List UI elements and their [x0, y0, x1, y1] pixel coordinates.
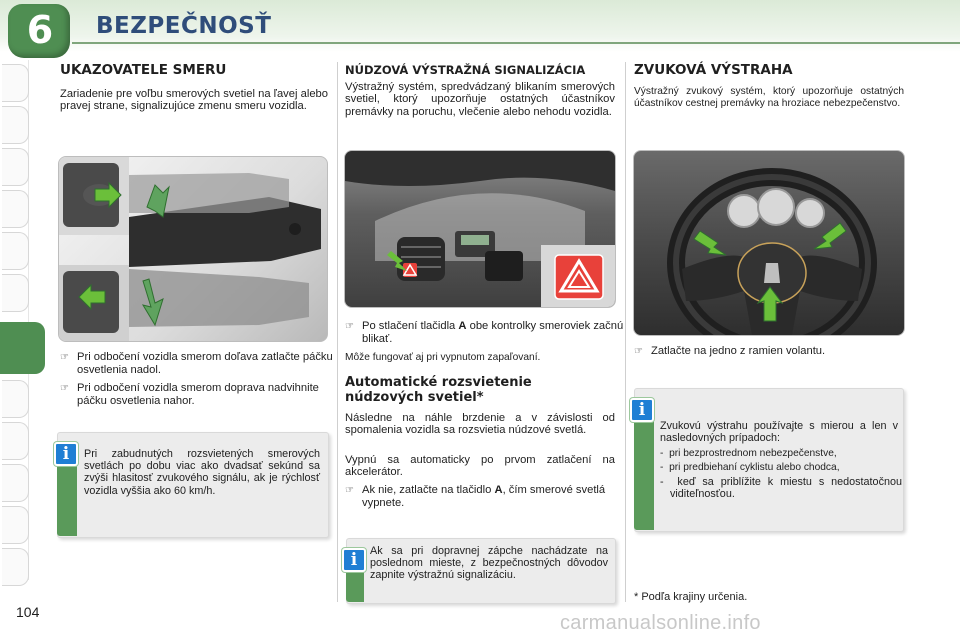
info-text-traffic-jam: Ak sa pri dopravnej zápche nachádzate na poslednom mieste, z bezpečnostných dôvodov zapnite výstražnú signalizáciu.	[370, 545, 608, 582]
hazard-intro: Výstražný systém, spredvádzaný blikaním smerových svetiel, ktorý upozorňuje ostatných účastníkov premávky na poruchu, vlečenie alebo nehodu vozidla.	[345, 81, 615, 118]
column-divider	[625, 62, 626, 602]
info-box-horn	[634, 388, 904, 532]
steering-wheel-photo	[633, 150, 905, 336]
pointing-hand-icon: ☞	[634, 346, 643, 357]
hazard-warning-icon	[555, 255, 603, 299]
bullet-right-turn	[60, 382, 343, 408]
green-arrow-right-icon	[814, 223, 846, 249]
info-list-item: - pri predbiehaní cyklistu alebo chodca,	[660, 462, 840, 473]
key-a-label: A	[458, 320, 467, 332]
footnote: * Podľa krajiny určenia.	[634, 591, 748, 603]
gauge-icons	[728, 189, 824, 227]
info-icon: i	[630, 398, 654, 422]
pointing-hand-icon: ☞	[60, 383, 69, 394]
side-tab-2[interactable]	[2, 106, 29, 144]
bullet-press-horn	[634, 345, 921, 358]
section-heading-turn-signals: UKAZOVATELE SMERU	[60, 62, 227, 78]
info-text-horn-intro: Zvukovú výstrahu používajte s mierou a len v nasledovných prípadoch:	[660, 420, 898, 445]
side-tab-11[interactable]	[2, 506, 29, 544]
side-tab-5[interactable]	[2, 232, 29, 270]
section-heading-auto-hazard: Automatické rozsvietenie núdzových svetiel*	[345, 375, 532, 405]
bullet-right-turn-text: Pri odbočení vozidla smerom doprava nadvihnite páčku osvetlenia nahor.	[77, 382, 319, 408]
bullet-left-turn	[60, 351, 343, 377]
pointing-hand-icon: ☞	[345, 321, 354, 332]
info-list-item-text: pri bezprostrednom nebezpečenstve,	[669, 448, 837, 459]
pointing-hand-icon: ☞	[60, 352, 69, 363]
side-tab-8[interactable]	[2, 380, 29, 418]
side-tab-12[interactable]	[2, 548, 29, 586]
page-title: BEZPEČNOSŤ	[96, 13, 272, 39]
page-number: 104	[16, 604, 40, 620]
side-tab-active[interactable]	[0, 322, 45, 374]
side-tab-10[interactable]	[2, 464, 29, 502]
auto-hazard-para2: Vypnú sa automaticky po prvom zatlačení na akcelerátor.	[345, 454, 615, 479]
side-tab-9[interactable]	[2, 422, 29, 460]
bullet-press-a-off-pre: Ak nie, zatlačte na tlačidlo	[362, 484, 492, 496]
section-heading-hazard: NÚDZOVÁ VÝSTRAŽNÁ SIGNALIZÁCIA	[345, 63, 586, 77]
side-tab-1[interactable]	[2, 64, 29, 102]
column-divider	[337, 62, 338, 602]
bullet-left-turn-text: Pri odbočení vozidla smerom doľava zatlačte páčku osvetlenia nadol.	[77, 351, 333, 377]
side-tab-6[interactable]	[2, 274, 29, 312]
auto-hazard-para1: Následne na náhle brzdenie a v závislosti od spomalenia vozidla sa rozsvietia núdzové svetlá.	[345, 412, 615, 437]
info-icon: i	[342, 548, 366, 572]
info-list-item: - keď sa priblížite k miestu s nedostatočnou viditeľnosťou.	[660, 476, 902, 501]
steering-wheel-illustration	[634, 151, 904, 335]
bullet-press-a-off	[345, 484, 632, 510]
dashboard-illustration	[345, 151, 615, 307]
info-icon: i	[54, 442, 78, 466]
turn-signal-stalk-photo	[58, 156, 328, 342]
bullet-press-a-off-post: , čím smerové svetlá vypnete.	[362, 484, 606, 510]
info-list-item-text: pri predbiehaní cyklistu alebo chodca,	[669, 462, 840, 473]
key-a-label-2: A	[494, 484, 503, 496]
info-list-item: - pri bezprostrednom nebezpečenstve,	[660, 448, 837, 459]
info-list-item-text: keď sa priblížite k miestu s nedostatočnou viditeľnosťou.	[670, 476, 902, 501]
bullet-press-hazard	[345, 320, 632, 346]
bullet-press-hazard-pre: Po stlačení tlačidla	[362, 320, 456, 332]
section-heading-horn: ZVUKOVÁ VÝSTRAHA	[634, 62, 793, 78]
watermark: carmanualsonline.info	[560, 612, 761, 634]
bullet-press-horn-text: Zatlačte na jedno z ramien volantu.	[651, 345, 826, 357]
stalk-illustration	[59, 157, 327, 341]
title-underline	[72, 42, 960, 44]
chapter-number: 6	[26, 8, 54, 52]
side-tab-3[interactable]	[2, 148, 29, 186]
pointing-hand-icon: ☞	[345, 485, 354, 496]
side-tab-4[interactable]	[2, 190, 29, 228]
dashboard-hazard-photo	[344, 150, 616, 308]
info-bar	[634, 408, 654, 530]
turn-signals-intro: Zariadenie pre voľbu smerových svetiel na ľavej alebo pravej strane, signalizujúce zmenu smeru vozidla.	[60, 88, 328, 113]
horn-intro: Výstražný zvukový systém, ktorý upozorňuje ostatných účastníkov cestnej premávky na hroziace nebezpečenstvo.	[634, 86, 904, 109]
hazard-ignition-note: Môže fungovať aj pri vypnutom zapaľovaní.	[345, 352, 541, 363]
info-text-turn-signals: Pri zabudnutých rozsvietených smerových svetlách po dobu viac ako dvadsať sekúnd sa zvýši hlasitosť zvukového signálu, ak je rýchlosť vozidla vyššia ako 60 km/h.	[84, 448, 320, 497]
bullet-press-hazard-post: obe kontrolky smeroviek začnú blikať.	[362, 320, 624, 346]
green-arrow-left-icon	[694, 231, 726, 255]
